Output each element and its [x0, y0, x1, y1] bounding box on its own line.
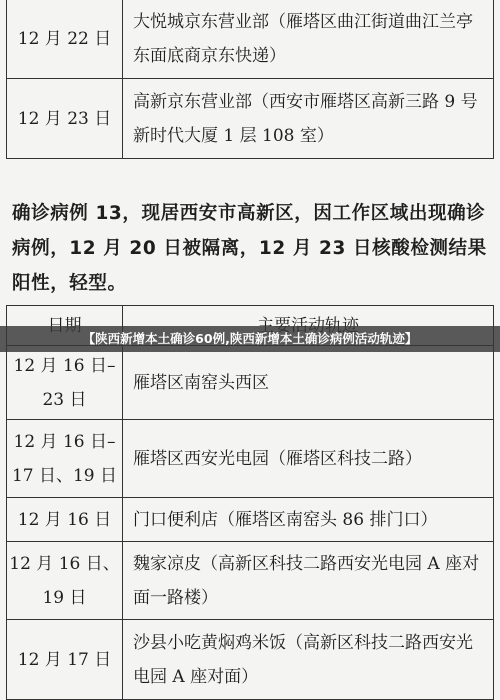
page-gap	[0, 166, 500, 188]
case-description: 确诊病例 13，现居西安市高新区，因工作区域出现确诊病例，12 月 20 日被隔离，12 月 23 日核酸检测结果阳性，轻型。	[12, 203, 487, 294]
date-cell: 12 月 16 日、19 日	[7, 542, 123, 620]
date-cell: 12 月 17 日	[7, 620, 123, 700]
location-cell: 雁塔区南窑头西区	[123, 346, 494, 420]
table-row	[7, 79, 494, 159]
location-cell: 门口便利店（雁塔区南窑头 86 排门口）	[123, 498, 494, 542]
table-row	[7, 420, 494, 498]
trajectory-table-bottom	[6, 305, 494, 700]
date-cell: 12 月 16 日–17 日、19 日	[7, 420, 123, 498]
date-cell: 12 月 16 日	[7, 498, 123, 542]
location-cell: 大悦城京东营业部（雁塔区曲江街道曲江兰亭东面底商京东快递）	[123, 0, 494, 79]
location-cell: 高新京东营业部（西安市雁塔区高新三路 9 号新时代大厦 1 层 108 室）	[123, 79, 494, 159]
table-row	[7, 542, 494, 620]
location-cell: 沙县小吃黄焖鸡米饭（高新区科技二路西安光电园 A 座对面）	[123, 620, 494, 700]
location-cell: 魏家凉皮（高新区科技二路西安光电园 A 座对面一路楼）	[123, 542, 494, 620]
date-cell: 12 月 23 日	[7, 79, 123, 159]
caption-banner: 【陕西新增本土确诊60例,陕西新增本土确诊病例活动轨迹】	[0, 326, 500, 352]
date-cell: 12 月 22 日	[7, 0, 123, 79]
table-row	[7, 498, 494, 542]
trajectory-table-top	[6, 0, 494, 159]
table-row	[7, 620, 494, 700]
date-cell: 12 月 16 日–23 日	[7, 346, 123, 420]
table-row	[7, 346, 494, 420]
table-row	[7, 0, 494, 79]
location-cell: 雁塔区西安光电园（雁塔区科技二路）	[123, 420, 494, 498]
